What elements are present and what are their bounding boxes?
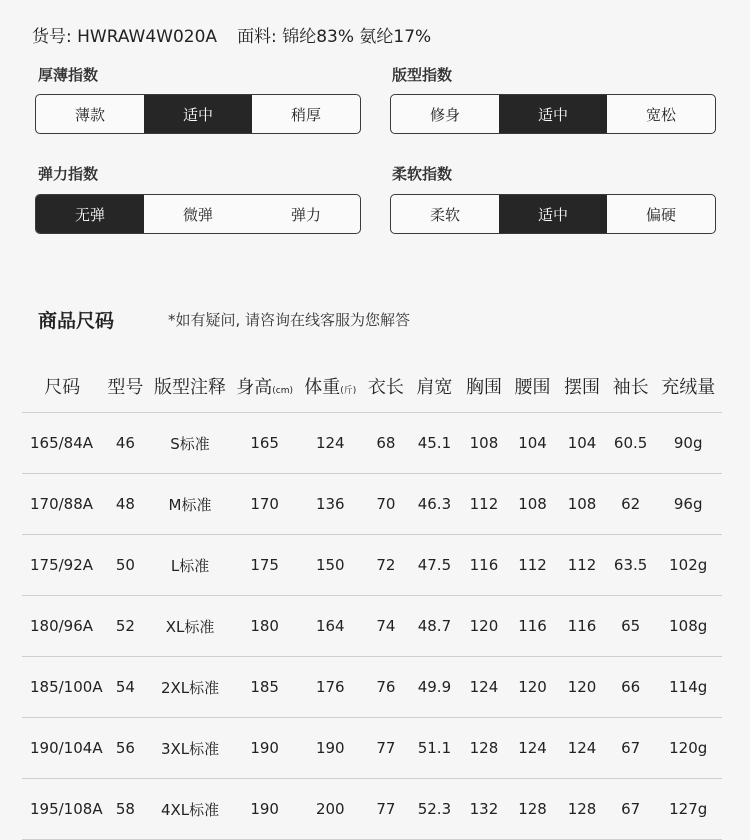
table-cell: 116 [508,596,558,657]
table-cell: 124 [557,718,607,779]
table-cell: 120 [508,657,558,718]
table-cell: 54 [103,657,149,718]
column-header [22,360,103,413]
table-cell: 112 [557,535,607,596]
softness-option-stiff: 偏硬 [645,205,676,224]
table-cell: 74 [363,596,409,657]
table-cell: 76 [363,657,409,718]
table-cell: 175/92A [22,535,103,596]
table-cell: 68 [363,413,409,474]
table-cell: 175 [232,535,298,596]
table-cell: XL标准 [148,596,232,657]
table-cell: 108 [508,474,558,535]
column-header-label: 型号 [107,377,144,398]
table-cell: 3XL标准 [148,718,232,779]
table-cell: 48.7 [409,596,460,657]
table-cell: 2XL标准 [148,657,232,718]
column-header-label: 肩宽 [416,377,453,398]
table-cell: 200 [298,779,364,840]
elasticity-index-selector [35,194,361,234]
table-cell: 132 [460,779,508,840]
column-header-label: 胸围 [465,377,502,398]
table-cell: L标准 [148,535,232,596]
table-cell: 70 [363,474,409,535]
column-header-label: 版型注释 [154,377,227,398]
table-cell: 60.5 [607,413,655,474]
table-cell: 108 [460,413,508,474]
table-cell: 63.5 [607,535,655,596]
column-header-label: 袖长 [612,377,649,398]
thickness-index-selector [35,94,361,134]
softness-index-title: 柔软指数 [392,165,453,183]
table-cell: 102g [654,535,722,596]
table-cell: 72 [363,535,409,596]
item-number: 货号: HWRAW4W020A [32,27,218,47]
thickness-option-thick: 稍厚 [290,105,321,124]
column-header-label: 衣长 [367,377,404,398]
column-header [409,360,460,413]
fit-index-selector [390,94,716,134]
table-cell: 195/108A [22,779,103,840]
table-cell: 49.9 [409,657,460,718]
softness-option-medium: 适中 [499,195,607,233]
table-cell: 67 [607,779,655,840]
column-header-label: 摆围 [564,377,601,398]
thickness-option-medium: 适中 [144,95,252,133]
table-row [22,596,722,657]
table-cell: 104 [557,413,607,474]
table-cell: 56 [103,718,149,779]
table-cell: 112 [508,535,558,596]
table-cell: 96g [654,474,722,535]
softness-index-selector [390,194,716,234]
column-header-label: 身高 [236,377,273,398]
column-header [232,360,298,413]
elasticity-option-slight: 微弹 [182,205,213,224]
column-header [508,360,558,413]
column-header-label: 腰围 [514,377,551,398]
table-cell: 128 [508,779,558,840]
table-cell: 67 [607,718,655,779]
table-row [22,474,722,535]
column-header [103,360,149,413]
table-cell: 108g [654,596,722,657]
thickness-option-thin: 薄款 [74,105,105,124]
table-cell: 77 [363,779,409,840]
table-cell: 165 [232,413,298,474]
fit-index-title: 版型指数 [392,66,453,84]
fit-option-slim: 修身 [429,105,460,124]
table-cell: 124 [460,657,508,718]
column-header-label: 充绒量 [661,377,716,398]
table-cell: 180/96A [22,596,103,657]
elasticity-option-none: 无弹 [36,195,144,233]
table-cell: 58 [103,779,149,840]
table-cell: 52 [103,596,149,657]
column-header [557,360,607,413]
size-section-title: 商品尺码 [38,310,115,332]
table-cell: 190 [298,718,364,779]
fit-option-regular: 适中 [499,95,607,133]
table-cell: 90g [654,413,722,474]
fit-option-loose: 宽松 [645,105,676,124]
table-cell: 114g [654,657,722,718]
table-cell: 176 [298,657,364,718]
table-cell: 190/104A [22,718,103,779]
table-cell: 66 [607,657,655,718]
table-cell: 116 [557,596,607,657]
column-header [460,360,508,413]
table-cell: 124 [298,413,364,474]
table-cell: 65 [607,596,655,657]
table-cell: 164 [298,596,364,657]
table-cell: M标准 [148,474,232,535]
table-cell: 185/100A [22,657,103,718]
column-header [363,360,409,413]
table-cell: 128 [557,779,607,840]
table-row [22,413,722,474]
table-cell: 170/88A [22,474,103,535]
table-cell: 165/84A [22,413,103,474]
table-cell: 127g [654,779,722,840]
table-cell: 46 [103,413,149,474]
column-header [298,360,364,413]
table-cell: 120 [460,596,508,657]
table-cell: 46.3 [409,474,460,535]
column-header-unit: (cm) [272,386,294,396]
table-cell: 136 [298,474,364,535]
table-cell: 185 [232,657,298,718]
table-cell: 77 [363,718,409,779]
table-cell: 190 [232,779,298,840]
fabric-composition: 面料: 锦纶83% 氨纶17% [237,27,432,47]
elasticity-option-stretch: 弹力 [290,205,321,224]
table-cell: 170 [232,474,298,535]
table-cell: S标准 [148,413,232,474]
table-cell: 120 [557,657,607,718]
size-section-note: *如有疑问, 请咨询在线客服为您解答 [168,311,411,329]
column-header-label: 尺码 [44,377,81,398]
table-cell: 104 [508,413,558,474]
table-cell: 124 [508,718,558,779]
column-header [148,360,232,413]
column-header-unit: (斤) [340,386,357,396]
table-row [22,718,722,779]
table-cell: 190 [232,718,298,779]
size-table-header [22,360,722,413]
table-row [22,657,722,718]
table-row [22,535,722,596]
column-header-label: 体重 [304,377,341,398]
table-cell: 180 [232,596,298,657]
table-row [22,779,722,840]
table-cell: 120g [654,718,722,779]
column-header [607,360,655,413]
table-cell: 108 [557,474,607,535]
elasticity-index-title: 弹力指数 [38,165,99,183]
table-cell: 128 [460,718,508,779]
table-cell: 112 [460,474,508,535]
softness-option-soft: 柔软 [429,205,460,224]
column-header [654,360,722,413]
table-cell: 51.1 [409,718,460,779]
table-cell: 52.3 [409,779,460,840]
table-cell: 48 [103,474,149,535]
table-cell: 62 [607,474,655,535]
size-table [22,360,722,840]
table-cell: 150 [298,535,364,596]
table-cell: 47.5 [409,535,460,596]
table-cell: 116 [460,535,508,596]
table-cell: 45.1 [409,413,460,474]
thickness-index-title: 厚薄指数 [38,66,99,84]
product-info-line [32,22,431,47]
table-cell: 4XL标准 [148,779,232,840]
table-cell: 50 [103,535,149,596]
